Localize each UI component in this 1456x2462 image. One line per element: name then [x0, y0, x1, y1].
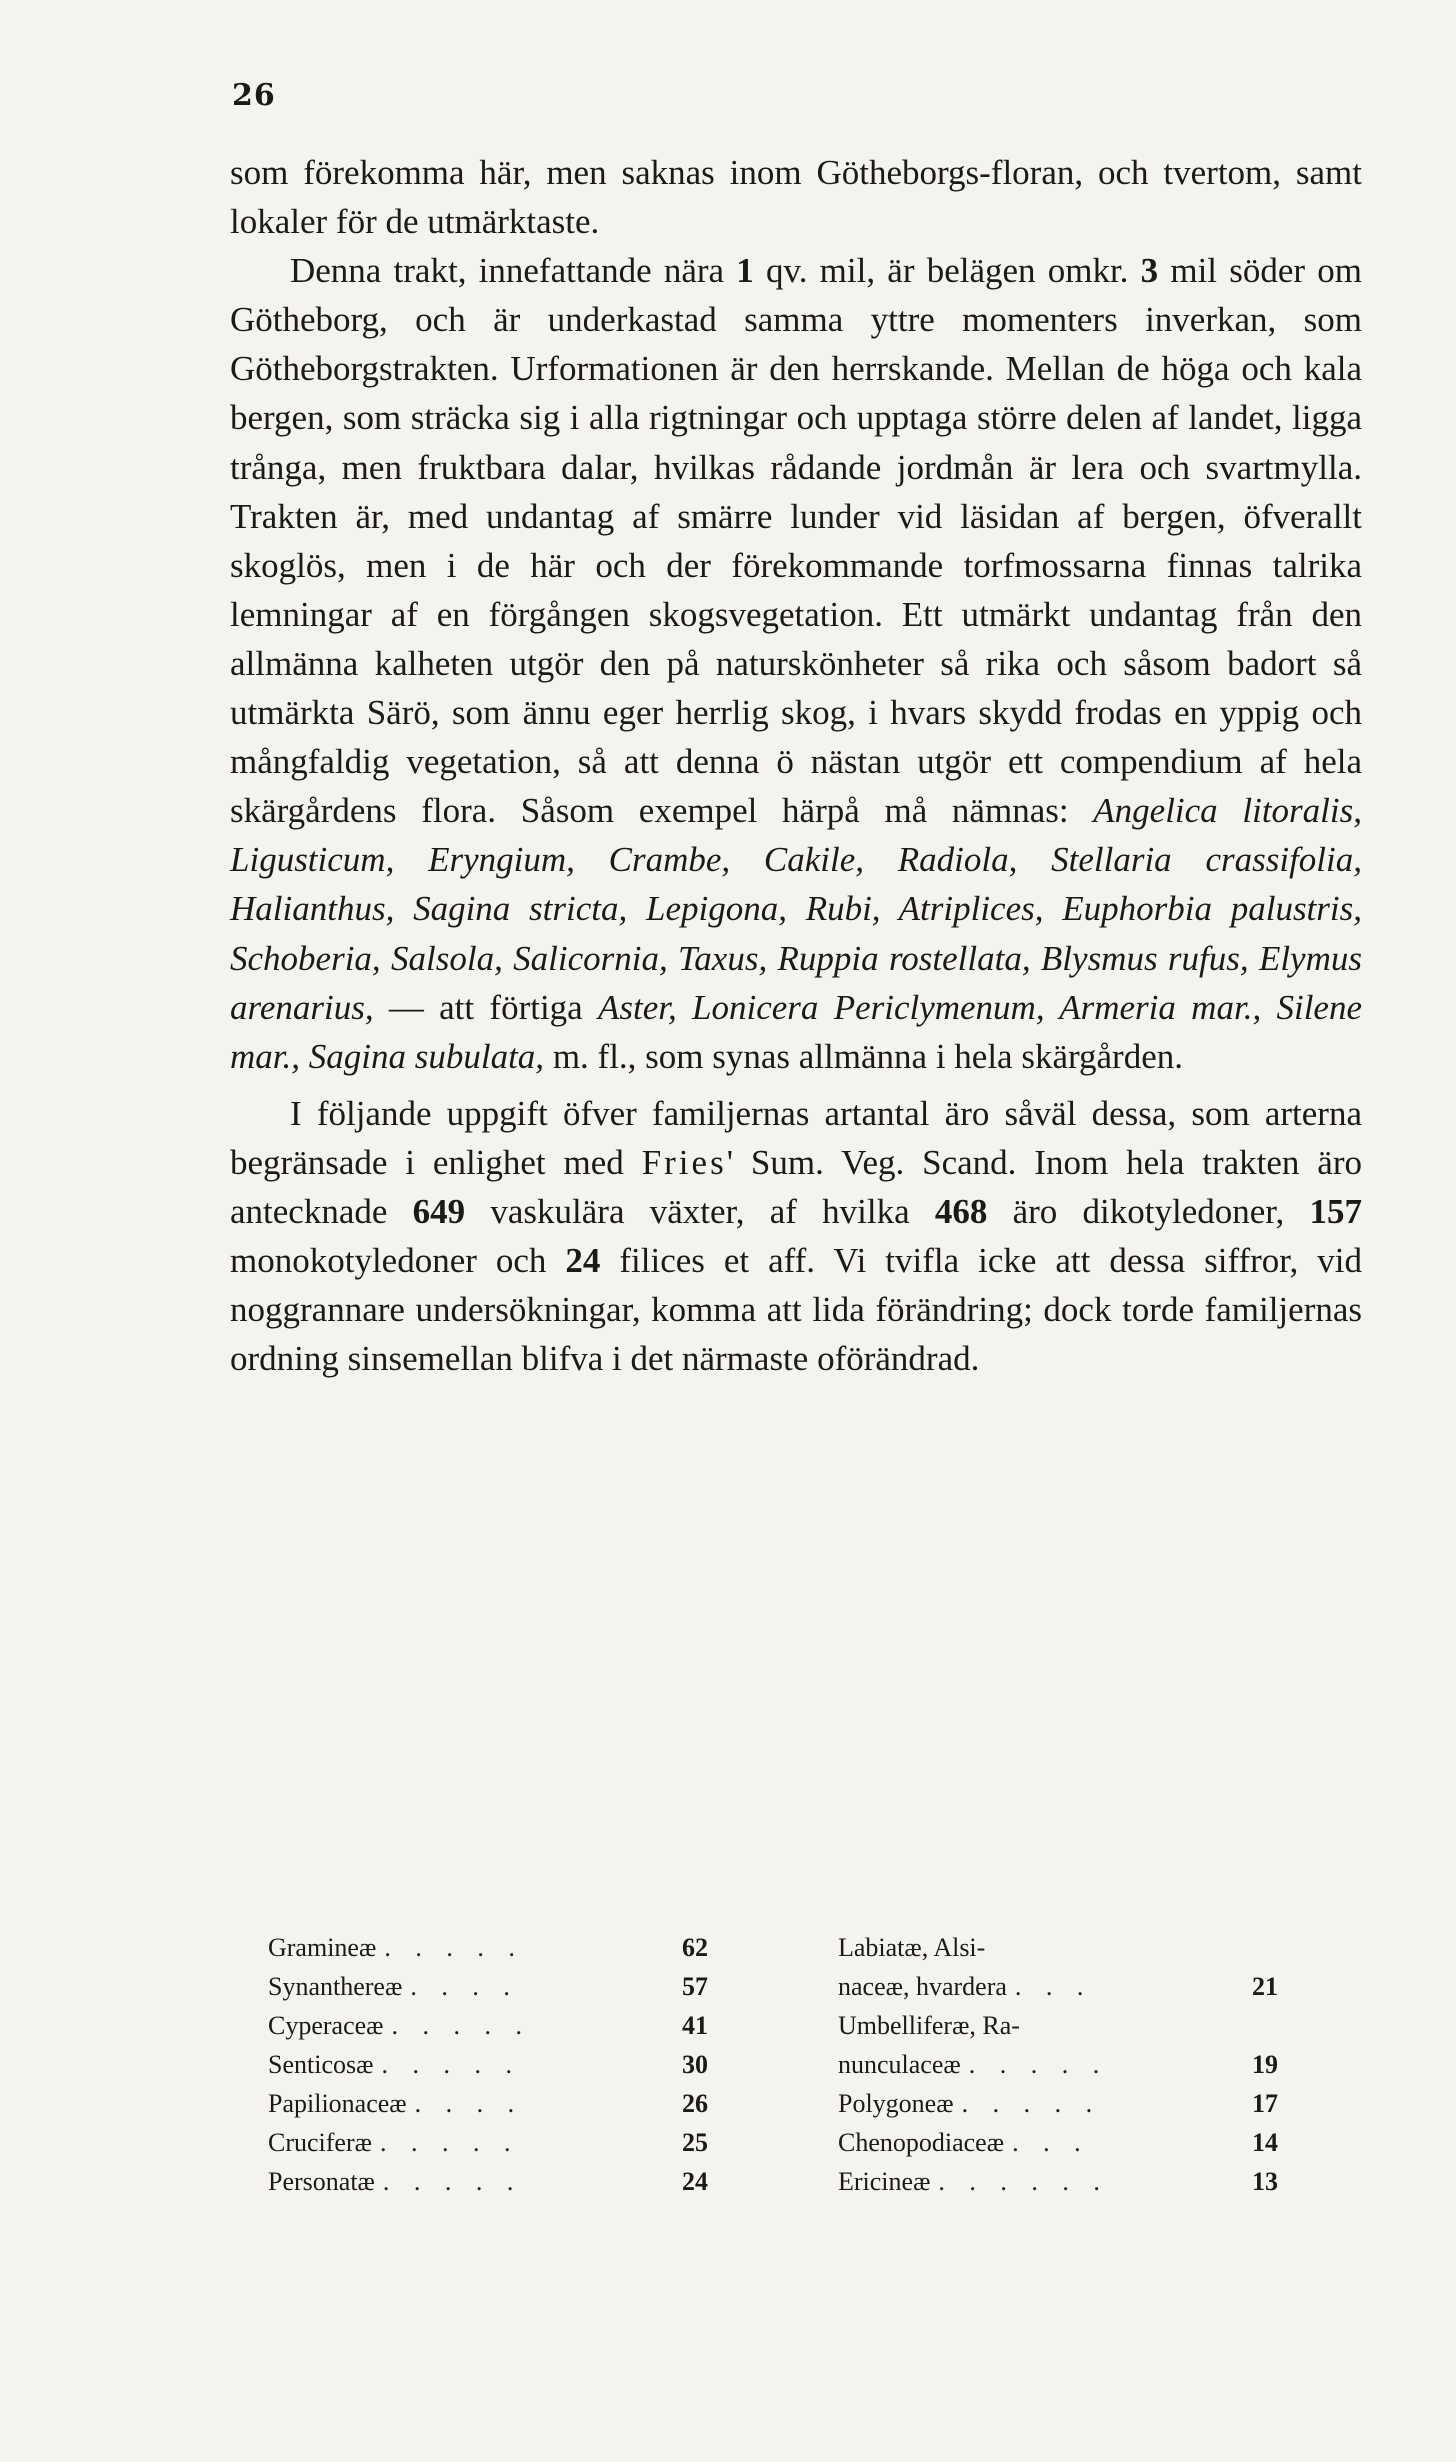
species-count: 13 — [1252, 2167, 1278, 2196]
family-name: Papilionaceæ — [268, 2089, 407, 2118]
leader-dots: . . . . . — [381, 2050, 521, 2079]
family-row — [838, 1967, 1278, 2006]
bold-number: 649 — [412, 1191, 466, 1231]
family-row — [268, 2084, 708, 2123]
species-count: 19 — [1252, 2050, 1278, 2079]
family-name: Senticosæ — [268, 2050, 374, 2079]
species-list-text: Aster, Lonicera Periclymenum, Armeria mar., Silene mar., Sagina subulata, — [230, 987, 1362, 1076]
species-count: 57 — [682, 1972, 708, 2001]
leader-dots: . . . . . . — [938, 2167, 1109, 2196]
paragraph — [230, 148, 1362, 246]
bold-number: 468 — [934, 1191, 988, 1231]
bold-number: 3 — [1140, 251, 1159, 291]
species-count: 62 — [682, 1933, 708, 1962]
species-count: 21 — [1252, 1972, 1278, 2001]
leader-dots: . . . . . — [384, 1933, 524, 1962]
family-row — [838, 2084, 1278, 2123]
leader-dots: . . . . . — [379, 2128, 520, 2157]
family-column-right — [838, 1928, 1278, 2201]
text-segment: Denna trakt, innefattande nära — [290, 251, 737, 291]
family-row — [838, 2006, 1278, 2045]
text-segment: qv. mil, är belägen omkr. — [753, 251, 1141, 291]
family-name: Gramineæ — [268, 1933, 377, 1962]
text-segment: monokotyledoner och — [230, 1241, 566, 1281]
family-name: Personatæ — [268, 2167, 375, 2196]
family-row — [268, 2162, 708, 2201]
body-text — [230, 148, 1362, 1383]
family-row — [268, 2006, 708, 2045]
species-count: 26 — [682, 2089, 708, 2118]
text-segment: vaskulära växter, af hvilka — [465, 1191, 935, 1231]
text-segment: som förekomma här, men saknas inom Götheborgs-floran, och tvertom, samt lokaler för de utmärktaste. — [230, 153, 1362, 242]
bold-number: 157 — [1309, 1191, 1363, 1231]
family-name: Labiatæ, Alsi- — [838, 1933, 986, 1962]
family-species-counts — [268, 1928, 1278, 2201]
bold-number: 24 — [565, 1241, 601, 1281]
family-row — [838, 2162, 1278, 2201]
species-list-text: Angelica litoralis, Ligusticum, Eryngium, Crambe, Cakile, Radiola, Stellaria crassifolia, Halianthus, Sagina stricta, Lepigona, Rubi, Atriplices, Euphorbia palustris, Schoberia, Salsola, Salicornia, Taxus, Ruppia rostellata, Blysmus rufus, Elymus arenarius, — [230, 791, 1362, 1027]
text-segment: Fries — [641, 1142, 727, 1182]
family-name: Umbelliferæ, Ra- — [838, 2011, 1020, 2040]
family-name: Cruciferæ — [268, 2128, 372, 2157]
text-segment: m. fl., som synas allmänna i hela skärgården. — [544, 1036, 1183, 1076]
text-segment: ' Sum. Veg. Scand. Inom hela trakten äro antecknade — [230, 1142, 1362, 1231]
family-name: Cyperaceæ — [268, 2011, 384, 2040]
leader-dots: . . . . . — [961, 2089, 1102, 2118]
family-name: nunculaceæ — [838, 2050, 961, 2079]
family-name: Chenopodiaceæ — [838, 2128, 1005, 2157]
species-count: 24 — [682, 2167, 708, 2196]
family-name: naceæ, hvardera — [838, 1972, 1007, 2001]
species-count: 25 — [682, 2128, 708, 2157]
family-name: Polygoneæ — [838, 2089, 954, 2118]
family-row — [838, 1928, 1278, 1967]
family-row — [268, 1967, 708, 2006]
leader-dots: . . . . . — [391, 2011, 532, 2040]
text-segment: mil söder om Götheborg, och är underkastad samma yttre momenters inverkan, som Götheborgstrakten. Urformationen är den herrskande. Mellan de höga och kala bergen, som sträcka sig i alla rigtningar och upptaga större delen af landet, ligga trånga, men fruktbara dalar, hvilkas rådande jordmån är lera och svartmylla. Trakten är, med undantag af smärre lunder vid läsidan af bergen, öfverallt skoglös, men i de här och der förekommande torfmossarna finnas talrika lemningar af en förgången skogsvegetation. Ett utmärkt undantag från den allmänna kalheten utgör den på naturskönheter så rika och såsom badort så utmärkta Särö, som ännu eger herrlig skog, i hvars skydd frodas en yppig och mångfaldig vegetation, så att denna ö nästan utgör ett compendium af hela skärgårdens flora. Såsom exempel härpå må nämnas: — [230, 251, 1362, 831]
leader-dots: . . . — [1014, 1972, 1093, 2001]
paragraph — [230, 246, 1362, 1081]
family-row — [268, 1928, 708, 1967]
leader-dots: . . . . . — [968, 2050, 1109, 2079]
paragraph — [230, 1089, 1362, 1384]
leader-dots: . . . . — [414, 2089, 524, 2118]
text-segment: äro dikotyledoner, — [987, 1191, 1310, 1231]
leader-dots: . . . — [1012, 2128, 1090, 2157]
species-count: 30 — [682, 2050, 708, 2079]
family-column-left — [268, 1928, 708, 2201]
leader-dots: . . . . . — [382, 2167, 523, 2196]
text-segment: — att förtiga — [373, 987, 598, 1027]
species-count: 41 — [682, 2011, 708, 2040]
species-count: 17 — [1252, 2089, 1278, 2118]
family-row — [838, 2123, 1278, 2162]
family-row — [268, 2045, 708, 2084]
species-count: 14 — [1252, 2128, 1278, 2157]
family-row — [838, 2045, 1278, 2084]
text-segment: filices et aff. Vi tvifla icke att dessa siffror, vid noggrannare undersökningar, komma att lida förändring; dock torde familjernas ordning sinsemellan blifva i det närmaste oförändrad. — [230, 1241, 1362, 1379]
leader-dots: . . . . — [410, 1972, 519, 2001]
bold-number: 1 — [736, 251, 754, 291]
family-name: Synanthereæ — [268, 1972, 403, 2001]
family-name: Ericineæ — [838, 2167, 931, 2196]
page-number: 26 — [232, 78, 276, 113]
family-row — [268, 2123, 708, 2162]
text-segment: I följande uppgift öfver familjernas artantal äro såväl dessa, som arterna begränsade i enlighet med — [230, 1093, 1362, 1182]
